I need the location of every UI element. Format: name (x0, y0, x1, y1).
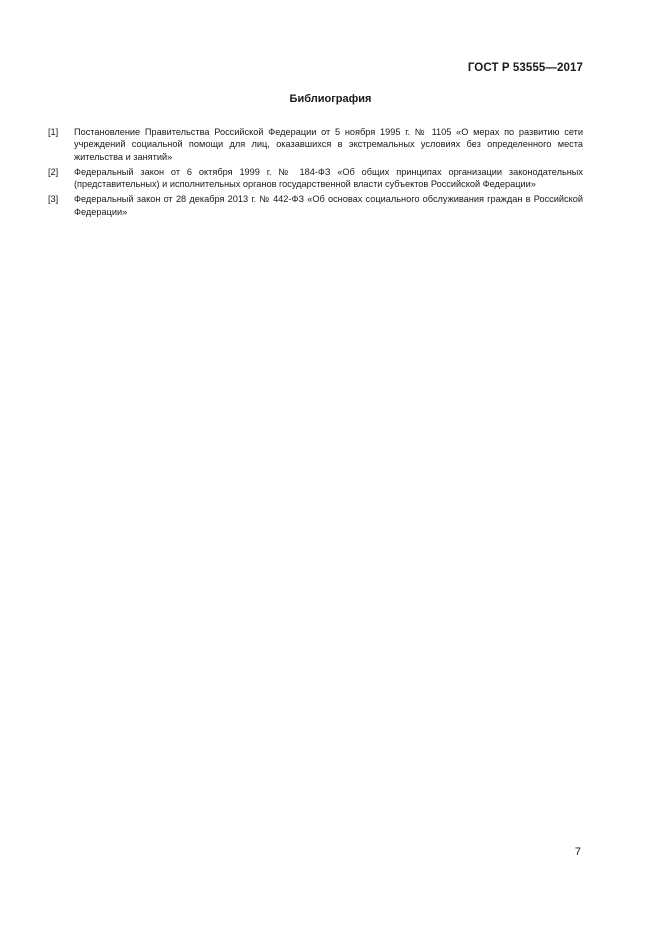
bibliography-item (48, 126, 583, 163)
bibliography-item (48, 166, 583, 191)
bibliography-item-number: [3] (48, 194, 59, 205)
bibliography-list (48, 126, 583, 221)
bibliography-item-number: [2] (48, 166, 59, 177)
document-code: ГОСТ Р 53555—2017 (467, 62, 583, 74)
section-title: Библиография (289, 93, 372, 105)
bibliography-item (48, 193, 583, 218)
bibliography-item-number: [1] (48, 127, 59, 137)
bibliography-item-text: Федеральный закон от 28 декабря 2013 г. № 442-ФЗ «Об основах социального обслуживания граждан в Российской Федерации» (74, 194, 583, 217)
bibliography-item-text: Постановление Правительства Российской Федерации от 5 ноября 1995 г. № 1105 «О мерах по развитию сети учреждений социальной помощи для лиц, оказавшихся в экстремальных условиях без определенного места жительства и занятий» (74, 127, 583, 162)
page-number: 7 (574, 846, 581, 858)
bibliography-item-text: Федеральный закон от 6 октября 1999 г. № 184-ФЗ «Об общих принципах организации законодательных (представительных) и исполнительных органов государственной власти субъектов Российской Федерации» (74, 166, 583, 190)
